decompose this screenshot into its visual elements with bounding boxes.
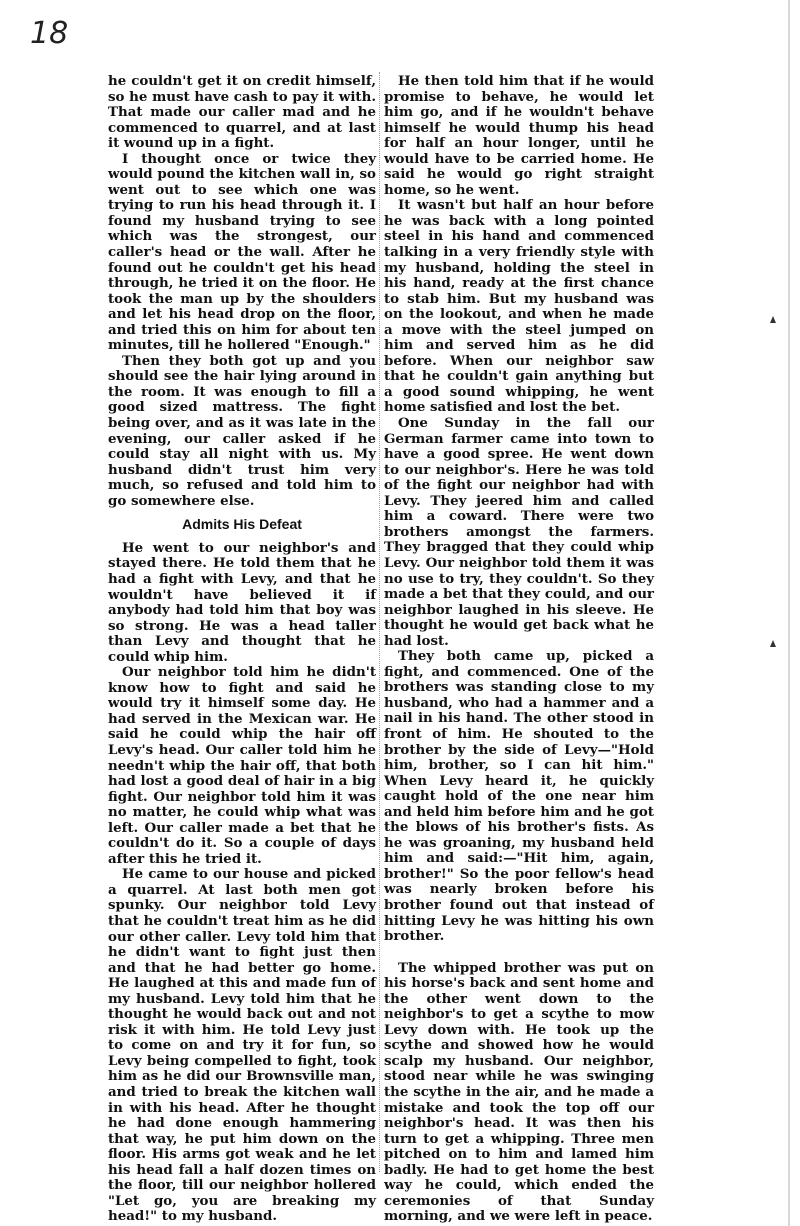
page-number: 18 [30, 16, 69, 51]
right-column [384, 74, 654, 1225]
paragraph: One Sunday in the fall our German farmer came into town to have a good spree. He went down to our neighbor's. Here he was told of the fight our neighbor had with Levy. They jeered him and called him a coward. There were two brothers amongst the farmers. They bragged that they could whip Levy. Our neighbor told them it was no use to try, they couldn't. So they made a bet that they could, and our neighbor laughed in his sleeve. He thought he would get back what he had lost. [384, 415, 654, 649]
page-edge [788, 0, 790, 1226]
left-column [108, 74, 376, 1225]
paragraph: He came to our house and picked a quarrel. At last both men got spunky. Our neighbor told Levy that he couldn't treat him as he did our other caller. Levy told him that he didn't want to fight just then and that he had better go home. He laughed at this and made fun of my husband. Levy told him that he thought he would back out and not risk it with him. He told Levy just to come on and try it for fun, so Levy being compelled to fight, took him as he did our Brownsville man, and tried to break the kitchen wall in with his head. After he thought he had done enough hammering that way, he put him down on the floor. His arms got weak and he let his head fall a half dozen times on the floor, till our neighbor hollered "Let go, you are breaking my head!" to my husband. [108, 866, 376, 1225]
paragraph: It wasn't but half an hour before he was back with a long pointed steel in his hand and commenced talking in a very friendly style with my husband, holding the steel in his hand, ready at the first chance to stab him. But my husband was on the lookout, and when he made a move with the steel jumped on him and served him as he did before. When our neighbor saw that he couldn't gain anything but a good sound whipping, he went home satisfied and lost the bet. [384, 197, 654, 416]
paragraph: He then told him that if he would promise to behave, he would let him go, and if he wouldn't behave himself he would thump his head for half an hour longer, until he would have to be carried home. He said he would go right straight home, so he went. [384, 73, 654, 198]
subheading: Admits His Defeat [182, 516, 302, 533]
paragraph: He went to our neighbor's and stayed there. He told them that he had a fight with Levy, and that he wouldn't have believed it if anybody had told him that boy was so strong. He was a head taller than Levy and thought that he could whip him. [108, 539, 376, 665]
paragraph: I thought once or twice they would pound the kitchen wall in, so went out to see which one was trying to run his head through it. I found my husband trying to see which was the strongest, our caller's head or the wall. After he found out he couldn't get his head through, he tried it on the floor. He took the man up by the shoulders and let his head drop on the floor, and tried this on him for about ten minutes, till he hollered "Enough." [108, 150, 376, 354]
paragraph: Then they both got up and you should see the hair lying around in the room. It was enough to fill a good sized mattress. The fight being over, and as it was late in the evening, our caller asked if he could stay all night with us. My husband didn't trust him very much, so refused and told him to go somewhere else. [108, 352, 376, 509]
margin-marker-bottom [770, 640, 776, 647]
paragraph: Our neighbor told him he didn't know how to fight and said he would try it himself some day. He had served in the Mexican war. He said he could whip the hair off Levy's head. Our caller told him he needn't whip the hair off, that both had lost a good deal of hair in a big fight. Our neighbor told him it was no matter, he could whip what was left. Our caller made a bet that he couldn't do it. So a couple of days after this he tried it. [108, 664, 376, 867]
paragraph: The whipped brother was put on his horse's back and sent home and the other went down to the neighbor's to get a scythe to mow Levy down with. He took up the scythe and showed how he would scalp my husband. Our neighbor, stood near while he was swinging the scythe in the air, and he made a mistake and took the top off our neighbor's head. It was then his turn to get a whipping. Three men pitched on to him and lamed him badly. He had to get home the best way he could, which ended the ceremonies of that Sunday morning, and we were left in peace. [384, 959, 654, 1225]
column-gutter [379, 72, 380, 1172]
paragraph: he couldn't get it on credit himself, so he must have cash to pay it with. That made our caller mad and he commenced to quarrel, and at last it wound up in a fight. [108, 73, 376, 152]
paragraph: They both came up, picked a fight, and commenced. One of the brothers was standing close to my husband, who had a hammer and a nail in his hand. The other stood in front of him. He shouted to the brother by the side of Levy—"Hold him, brother, so I can hit him." When Levy heard it, he quickly caught hold of the one near him and held him before him and he got the blows of his brother's fists. As he was groaning, my husband held him and said:—"Hit him, again, brother!" So the poor fellow's head was nearly broken before his brother found out that instead of hitting Levy he was hitting his own brother. [384, 648, 654, 945]
margin-marker-top [770, 316, 776, 323]
